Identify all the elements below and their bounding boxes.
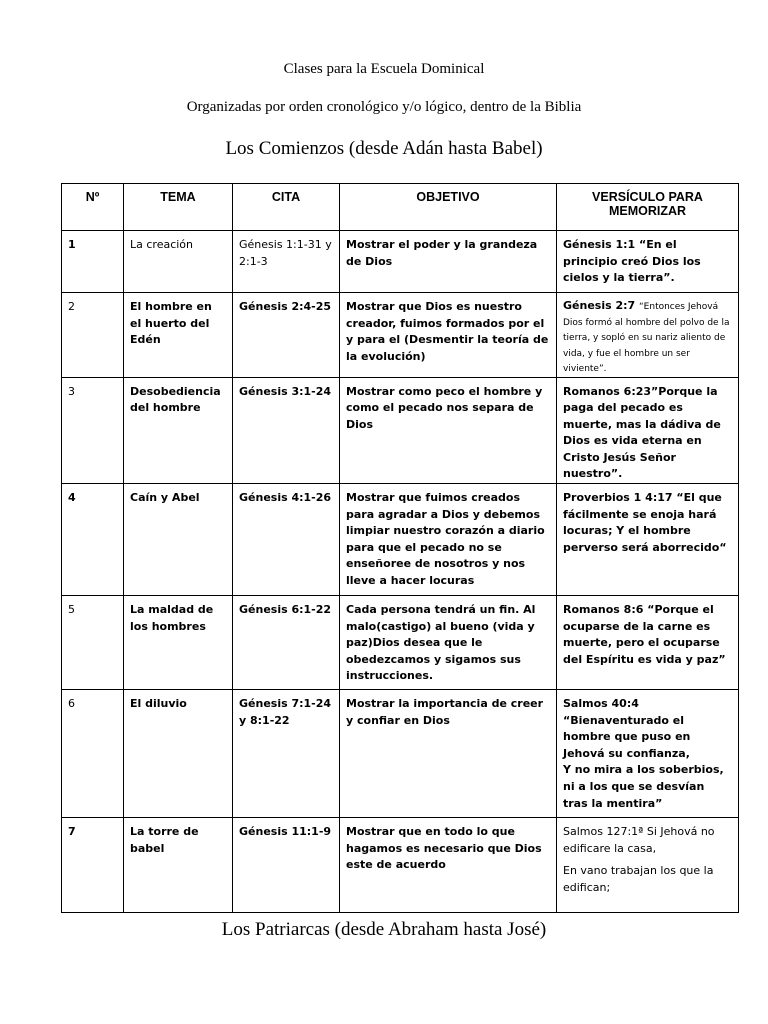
row-number: 1 <box>62 231 124 293</box>
row-objetivo: Mostrar como peco el hombre y como el pecado nos separa de Dios <box>340 377 557 484</box>
document-subtitle: Organizadas por orden cronológico y/o lógico, dentro de la Biblia <box>186 99 582 115</box>
row-tema: Desobediencia del hombre <box>124 377 233 484</box>
header-num: Nº <box>62 184 124 231</box>
verse-text: “Entonces Jehová Dios formó al hombre del polvo de la tierra, y sopló en su nariz aliento de vida, y fue el hombre un ser viviente”. <box>563 302 730 374</box>
row-cita: Génesis 11:1-9 <box>233 818 340 913</box>
verse-text: “Bienaventurado el hombre que puso en Jehová su confianza, <box>563 713 691 760</box>
verse-text: “En el principio creó Dios los cielos y la tierra”. <box>563 238 701 285</box>
verse-line: En vano trabajan los que la edifican; <box>563 864 714 894</box>
table-header-row <box>62 184 739 231</box>
row-tema: La torre de babel <box>124 818 233 913</box>
verse-line: Salmos 127:1ª Si Jehová no edificare la casa, <box>563 825 715 855</box>
row-tema: Caín y Abel <box>124 484 233 596</box>
table-row <box>62 293 739 378</box>
row-versiculo <box>557 690 739 818</box>
header-versiculo: VERSÍCULO PARA MEMORIZAR <box>557 184 739 231</box>
row-objetivo: Mostrar que fuimos creados para agradar a Dios y debemos limpiar nuestro corazón a diario para que el pecado no se enseñoree de nosotros y nos lleve a hacer locuras <box>340 484 557 596</box>
table-row <box>62 818 739 913</box>
row-versiculo <box>557 231 739 293</box>
row-cita: Génesis 7:1-24 y 8:1-22 <box>233 690 340 818</box>
verse-text: “Porque el ocuparse de la carne es muerte, pero el ocuparse del Espíritu es vida y paz” <box>563 603 726 666</box>
header-cita: CITA <box>233 184 340 231</box>
verse-text: “El que fácilmente se enoja hará locuras; Y el hombre perverso será aborrecido“ <box>563 491 727 554</box>
table-row <box>62 596 739 690</box>
verse-text-continued: Y no mira a los soberbios, ni a los que se desvían tras la mentira” <box>563 763 724 810</box>
row-versiculo <box>557 377 739 484</box>
row-versiculo <box>557 818 739 913</box>
row-versiculo <box>557 484 739 596</box>
row-cita: Génesis 2:4-25 <box>233 293 340 378</box>
header-tema: TEMA <box>124 184 233 231</box>
header-objetivo: OBJETIVO <box>340 184 557 231</box>
row-versiculo <box>557 293 739 378</box>
row-number: 3 <box>62 377 124 484</box>
row-number: 5 <box>62 596 124 690</box>
row-cita: Génesis 3:1-24 <box>233 377 340 484</box>
row-number: 2 <box>62 293 124 378</box>
row-tema: La creación <box>124 231 233 293</box>
row-number: 4 <box>62 484 124 596</box>
lessons-table <box>61 183 739 913</box>
verse-reference: Génesis 1:1 <box>563 238 640 251</box>
row-objetivo: Mostrar que Dios es nuestro creador, fuimos formados por el y para el (Desmentir la teoría de la evolución) <box>340 293 557 378</box>
verse-reference: Proverbios 1 4:17 <box>563 491 677 505</box>
verse-reference: Romanos 6:23 <box>563 384 652 398</box>
row-tema: El diluvio <box>124 690 233 818</box>
row-objetivo: Mostrar que en todo lo que hagamos es necesario que Dios este de acuerdo <box>340 818 557 913</box>
verse-reference: Romanos 8:6 <box>563 603 648 617</box>
section-heading-comienzos: Los Comienzos (desde Adán hasta Babel) <box>225 138 543 159</box>
row-tema: La maldad de los hombres <box>124 596 233 690</box>
row-number: 6 <box>62 690 124 818</box>
table-row <box>62 690 739 818</box>
row-objetivo: Mostrar la importancia de creer y confiar en Dios <box>340 690 557 818</box>
table-row <box>62 484 739 596</box>
row-number: 7 <box>62 818 124 913</box>
row-cita: Génesis 6:1-22 <box>233 596 340 690</box>
table-row <box>62 231 739 293</box>
document-title: Clases para la Escuela Dominical <box>283 61 485 77</box>
verse-reference: Génesis 2:7 <box>563 299 640 312</box>
section-heading-patriarcas: Los Patriarcas (desde Abraham hasta José) <box>221 919 547 940</box>
verse-text: ”Porque la paga del pecado es muerte, mas la dádiva de Dios es vida eterna en Cristo Jesús Señor nuestro”. <box>563 384 721 481</box>
row-cita: Génesis 4:1-26 <box>233 484 340 596</box>
row-cita: Génesis 1:1-31 y 2:1-3 <box>233 231 340 293</box>
verse-reference: Salmos 40:4 <box>563 697 639 711</box>
row-objetivo: Mostrar el poder y la grandeza de Dios <box>340 231 557 293</box>
table-row <box>62 377 739 484</box>
row-versiculo <box>557 596 739 690</box>
row-tema: El hombre en el huerto del Edén <box>124 293 233 378</box>
row-objetivo: Cada persona tendrá un fin. Al malo(castigo) al bueno (vida y paz)Dios desea que le obedezcamos y sigamos sus instrucciones. <box>340 596 557 690</box>
